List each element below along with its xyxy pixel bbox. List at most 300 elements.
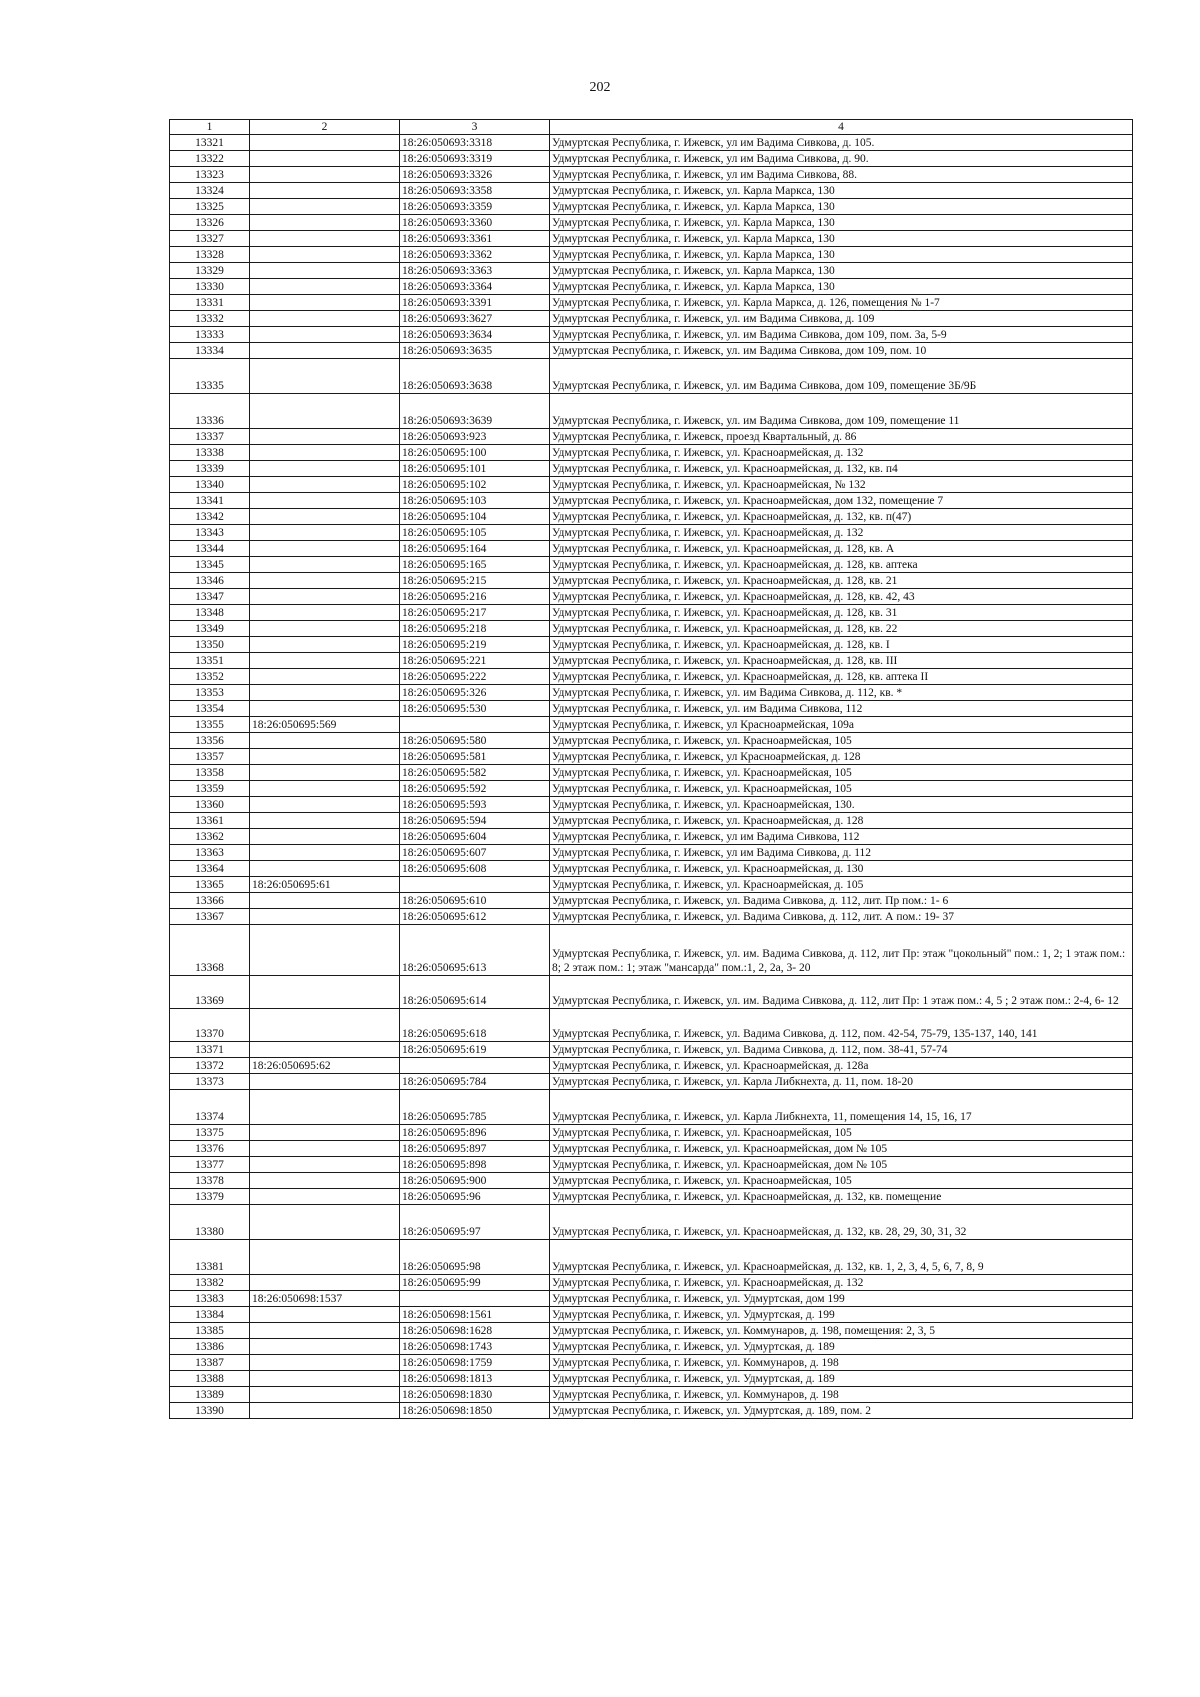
address-cell: Удмуртская Республика, г. Ижевск, ул им Вадима Сивкова, д. 112 — [550, 845, 1133, 861]
cadastral-number-col2-cell — [250, 1141, 400, 1157]
cadastral-number-col2-cell: 18:26:050698:1537 — [250, 1291, 400, 1307]
cadastral-number-col3-cell: 18:26:050695:594 — [400, 813, 550, 829]
cadastral-number-col2-cell — [250, 167, 400, 183]
cadastral-number-col3-cell: 18:26:050695:619 — [400, 1042, 550, 1058]
row-number-cell: 13346 — [170, 573, 250, 589]
address-cell: Удмуртская Республика, г. Ижевск, ул. Красноармейская, д. 128, кв. аптека II — [550, 669, 1133, 685]
table-row — [170, 685, 1133, 701]
address-cell: Удмуртская Республика, г. Ижевск, ул. им Вадима Сивкова, дом 109, пом. 10 — [550, 343, 1133, 359]
cadastral-number-col3-cell: 18:26:050693:3318 — [400, 135, 550, 151]
cadastral-number-col2-cell — [250, 1307, 400, 1323]
cadastral-number-col2-cell — [250, 279, 400, 295]
cadastral-number-col2-cell — [250, 829, 400, 845]
table-row — [170, 445, 1133, 461]
address-cell: Удмуртская Республика, г. Ижевск, ул им Вадима Сивкова, д. 90. — [550, 151, 1133, 167]
row-number-cell: 13350 — [170, 637, 250, 653]
row-number-cell: 13334 — [170, 343, 250, 359]
cadastral-number-col2-cell — [250, 1371, 400, 1387]
cadastral-number-col2-cell — [250, 685, 400, 701]
cadastral-number-col2-cell — [250, 589, 400, 605]
table-row — [170, 1042, 1133, 1058]
cadastral-number-col2-cell — [250, 733, 400, 749]
cadastral-number-col3-cell: 18:26:050693:3360 — [400, 215, 550, 231]
cadastral-number-col2-cell — [250, 1189, 400, 1205]
address-cell: Удмуртская Республика, г. Ижевск, ул. Красноармейская, д. 128, кв. I — [550, 637, 1133, 653]
table-row — [170, 1371, 1133, 1387]
address-cell: Удмуртская Республика, г. Ижевск, ул. Удмуртская, д. 189 — [550, 1371, 1133, 1387]
table-row — [170, 509, 1133, 525]
row-number-cell: 13356 — [170, 733, 250, 749]
cadastral-number-col2-cell — [250, 394, 400, 429]
cadastral-number-col2-cell — [250, 541, 400, 557]
address-cell: Удмуртская Республика, г. Ижевск, ул. Красноармейская, д. 128, кв. 42, 43 — [550, 589, 1133, 605]
cadastral-number-col3-cell: 18:26:050695:614 — [400, 976, 550, 1009]
cadastral-number-col3-cell: 18:26:050698:1850 — [400, 1403, 550, 1419]
cadastral-number-col3-cell: 18:26:050693:3638 — [400, 359, 550, 394]
cadastral-number-col3-cell — [400, 1058, 550, 1074]
cadastral-number-col2-cell — [250, 909, 400, 925]
cadastral-number-col3-cell: 18:26:050693:3359 — [400, 199, 550, 215]
cadastral-number-col3-cell: 18:26:050693:3362 — [400, 247, 550, 263]
address-cell: Удмуртская Республика, г. Ижевск, ул. Коммунаров, д. 198, помещения: 2, 3, 5 — [550, 1323, 1133, 1339]
cadastral-number-col3-cell: 18:26:050695:217 — [400, 605, 550, 621]
cadastral-number-col2-cell — [250, 525, 400, 541]
address-cell: Удмуртская Республика, г. Ижевск, ул. Карла Маркса, 130 — [550, 199, 1133, 215]
table-row — [170, 327, 1133, 343]
table-row — [170, 477, 1133, 493]
cadastral-number-col3-cell: 18:26:050695:613 — [400, 925, 550, 976]
cadastral-number-col2-cell — [250, 1403, 400, 1419]
row-number-cell: 13370 — [170, 1009, 250, 1042]
cadastral-number-col2-cell — [250, 701, 400, 717]
cadastral-number-col2-cell — [250, 669, 400, 685]
table-row — [170, 605, 1133, 621]
address-cell: Удмуртская Республика, г. Ижевск, ул. Красноармейская, 105 — [550, 733, 1133, 749]
table-row — [170, 1157, 1133, 1173]
cadastral-number-col3-cell: 18:26:050695:105 — [400, 525, 550, 541]
cadastral-number-col3-cell: 18:26:050695:784 — [400, 1074, 550, 1090]
table-row — [170, 701, 1133, 717]
table-row — [170, 1125, 1133, 1141]
cadastral-number-col3-cell: 18:26:050695:219 — [400, 637, 550, 653]
row-number-cell: 13357 — [170, 749, 250, 765]
address-cell: Удмуртская Республика, г. Ижевск, ул. Красноармейская, 105 — [550, 1125, 1133, 1141]
cadastral-number-col3-cell: 18:26:050695:102 — [400, 477, 550, 493]
table-row — [170, 215, 1133, 231]
table-row — [170, 749, 1133, 765]
cadastral-number-col3-cell: 18:26:050695:592 — [400, 781, 550, 797]
table-row — [170, 845, 1133, 861]
address-cell: Удмуртская Республика, г. Ижевск, ул Красноармейская, 109а — [550, 717, 1133, 733]
cadastral-number-col2-cell — [250, 445, 400, 461]
row-number-cell: 13379 — [170, 1189, 250, 1205]
address-cell: Удмуртская Республика, г. Ижевск, ул. Красноармейская, д. 128, кв. 22 — [550, 621, 1133, 637]
table-row — [170, 1189, 1133, 1205]
cadastral-number-col2-cell — [250, 359, 400, 394]
row-number-cell: 13383 — [170, 1291, 250, 1307]
cadastral-number-col3-cell: 18:26:050695:785 — [400, 1090, 550, 1125]
cadastral-number-col3-cell: 18:26:050698:1743 — [400, 1339, 550, 1355]
cadastral-number-col3-cell: 18:26:050693:3326 — [400, 167, 550, 183]
table-header-row — [170, 120, 1133, 135]
row-number-cell: 13339 — [170, 461, 250, 477]
row-number-cell: 13366 — [170, 893, 250, 909]
cadastral-number-col3-cell: 18:26:050693:3319 — [400, 151, 550, 167]
cadastral-number-col3-cell: 18:26:050695:618 — [400, 1009, 550, 1042]
table-row — [170, 621, 1133, 637]
row-number-cell: 13358 — [170, 765, 250, 781]
cadastral-number-col3-cell: 18:26:050695:164 — [400, 541, 550, 557]
address-cell: Удмуртская Республика, г. Ижевск, ул Красноармейская, д. 128 — [550, 749, 1133, 765]
cadastral-number-col3-cell: 18:26:050695:216 — [400, 589, 550, 605]
cadastral-number-col3-cell: 18:26:050698:1813 — [400, 1371, 550, 1387]
row-number-cell: 13367 — [170, 909, 250, 925]
cadastral-number-col2-cell — [250, 605, 400, 621]
row-number-cell: 13342 — [170, 509, 250, 525]
address-cell: Удмуртская Республика, г. Ижевск, ул. Красноармейская, д. 128, кв. 21 — [550, 573, 1133, 589]
cadastral-number-col2-cell — [250, 509, 400, 525]
cadastral-number-col2-cell — [250, 845, 400, 861]
table-row — [170, 1205, 1133, 1240]
column-header-2: 2 — [250, 120, 400, 135]
table-row — [170, 573, 1133, 589]
address-cell: Удмуртская Республика, г. Ижевск, ул. Красноармейская, д. 132 — [550, 445, 1133, 461]
cadastral-number-col3-cell: 18:26:050695:897 — [400, 1141, 550, 1157]
cadastral-number-col2-cell — [250, 1074, 400, 1090]
cadastral-number-col3-cell: 18:26:050695:898 — [400, 1157, 550, 1173]
cadastral-number-col2-cell — [250, 653, 400, 669]
address-cell: Удмуртская Республика, г. Ижевск, ул. Красноармейская, д. 132, кв. помещение — [550, 1189, 1133, 1205]
address-cell: Удмуртская Республика, г. Ижевск, ул. Удмуртская, д. 189, пом. 2 — [550, 1403, 1133, 1419]
row-number-cell: 13378 — [170, 1173, 250, 1189]
cadastral-number-col2-cell: 18:26:050695:569 — [250, 717, 400, 733]
table-row — [170, 1090, 1133, 1125]
address-cell: Удмуртская Республика, г. Ижевск, ул. Красноармейская, № 132 — [550, 477, 1133, 493]
address-cell: Удмуртская Республика, г. Ижевск, ул им Вадима Сивкова, д. 105. — [550, 135, 1133, 151]
row-number-cell: 13377 — [170, 1157, 250, 1173]
row-number-cell: 13321 — [170, 135, 250, 151]
cadastral-number-col2-cell — [250, 1042, 400, 1058]
table-row — [170, 295, 1133, 311]
table-row — [170, 1141, 1133, 1157]
cadastral-number-col3-cell: 18:26:050695:98 — [400, 1240, 550, 1275]
row-number-cell: 13376 — [170, 1141, 250, 1157]
row-number-cell: 13331 — [170, 295, 250, 311]
table-body — [170, 135, 1133, 1419]
cadastral-number-col2-cell — [250, 976, 400, 1009]
address-cell: Удмуртская Республика, г. Ижевск, ул. Красноармейская, дом 132, помещение 7 — [550, 493, 1133, 509]
table-row — [170, 1009, 1133, 1042]
address-cell: Удмуртская Республика, г. Ижевск, ул. Вадима Сивкова, д. 112, лит. А пом.: 19- 37 — [550, 909, 1133, 925]
address-cell: Удмуртская Республика, г. Ижевск, ул. им Вадима Сивкова, дом 109, пом. 3а, 5-9 — [550, 327, 1133, 343]
table-row — [170, 263, 1133, 279]
cadastral-number-col2-cell — [250, 247, 400, 263]
address-cell: Удмуртская Республика, г. Ижевск, ул. Красноармейская, д. 128, кв. 31 — [550, 605, 1133, 621]
cadastral-number-col3-cell: 18:26:050693:3358 — [400, 183, 550, 199]
cadastral-number-col3-cell: 18:26:050695:582 — [400, 765, 550, 781]
table-row — [170, 541, 1133, 557]
cadastral-number-col3-cell: 18:26:050695:607 — [400, 845, 550, 861]
cadastral-number-col2-cell — [250, 925, 400, 976]
table-row — [170, 311, 1133, 327]
row-number-cell: 13328 — [170, 247, 250, 263]
address-cell: Удмуртская Республика, г. Ижевск, ул. Карла Либкнехта, д. 11, пом. 18-20 — [550, 1074, 1133, 1090]
table-row — [170, 183, 1133, 199]
cadastral-number-col2-cell — [250, 1339, 400, 1355]
address-cell: Удмуртская Республика, г. Ижевск, ул. Красноармейская, д. 132 — [550, 1275, 1133, 1291]
cadastral-number-col3-cell: 18:26:050695:100 — [400, 445, 550, 461]
cadastral-number-col2-cell — [250, 1323, 400, 1339]
table-row — [170, 781, 1133, 797]
table-row — [170, 861, 1133, 877]
row-number-cell: 13372 — [170, 1058, 250, 1074]
cadastral-number-col2-cell — [250, 893, 400, 909]
row-number-cell: 13323 — [170, 167, 250, 183]
row-number-cell: 13337 — [170, 429, 250, 445]
row-number-cell: 13340 — [170, 477, 250, 493]
row-number-cell: 13382 — [170, 1275, 250, 1291]
row-number-cell: 13373 — [170, 1074, 250, 1090]
address-cell: Удмуртская Республика, г. Ижевск, ул. Вадима Сивкова, д. 112, пом. 42-54, 75-79, 135-137, 140, 141 — [550, 1009, 1133, 1042]
cadastral-number-col3-cell — [400, 717, 550, 733]
row-number-cell: 13385 — [170, 1323, 250, 1339]
row-number-cell: 13360 — [170, 797, 250, 813]
address-cell: Удмуртская Республика, г. Ижевск, ул. Красноармейская, д. 105 — [550, 877, 1133, 893]
table-row — [170, 343, 1133, 359]
cadastral-number-col2-cell — [250, 1275, 400, 1291]
table-row — [170, 797, 1133, 813]
address-cell: Удмуртская Республика, г. Ижевск, ул. Карла Маркса, д. 126, помещения № 1-7 — [550, 295, 1133, 311]
address-cell: Удмуртская Республика, г. Ижевск, ул. Удмуртская, дом 199 — [550, 1291, 1133, 1307]
address-cell: Удмуртская Республика, г. Ижевск, ул. им. Вадима Сивкова, д. 112, лит Пр: этаж "цокольный" пом.: 1, 2; 1 этаж пом.: 8; 2 этаж пом.: 1; этаж "мансарда" пом.:1, 2, 2а, 3- 20 — [550, 925, 1133, 976]
address-cell: Удмуртская Республика, г. Ижевск, ул. Красноармейская, 105 — [550, 765, 1133, 781]
table-row — [170, 733, 1133, 749]
table-row — [170, 231, 1133, 247]
table-row — [170, 1387, 1133, 1403]
cadastral-number-col2-cell — [250, 199, 400, 215]
address-cell: Удмуртская Республика, г. Ижевск, проезд Квартальный, д. 86 — [550, 429, 1133, 445]
cadastral-number-col3-cell: 18:26:050698:1628 — [400, 1323, 550, 1339]
cadastral-number-col2-cell — [250, 151, 400, 167]
cadastral-number-col3-cell: 18:26:050695:103 — [400, 493, 550, 509]
table-row — [170, 589, 1133, 605]
table-row — [170, 717, 1133, 733]
address-cell: Удмуртская Республика, г. Ижевск, ул. Красноармейская, д. 128, кв. III — [550, 653, 1133, 669]
cadastral-number-col2-cell — [250, 343, 400, 359]
property-register-table — [169, 119, 1133, 1419]
cadastral-number-col2-cell — [250, 1240, 400, 1275]
row-number-cell: 13361 — [170, 813, 250, 829]
row-number-cell: 13375 — [170, 1125, 250, 1141]
address-cell: Удмуртская Республика, г. Ижевск, ул. Красноармейская, 105 — [550, 1173, 1133, 1189]
cadastral-number-col3-cell: 18:26:050695:580 — [400, 733, 550, 749]
table-row — [170, 893, 1133, 909]
row-number-cell: 13333 — [170, 327, 250, 343]
cadastral-number-col3-cell: 18:26:050695:581 — [400, 749, 550, 765]
cadastral-number-col2-cell — [250, 749, 400, 765]
table-row — [170, 167, 1133, 183]
address-cell: Удмуртская Республика, г. Ижевск, ул. Коммунаров, д. 198 — [550, 1355, 1133, 1371]
cadastral-number-col3-cell: 18:26:050698:1830 — [400, 1387, 550, 1403]
row-number-cell: 13322 — [170, 151, 250, 167]
address-cell: Удмуртская Республика, г. Ижевск, ул им Вадима Сивкова, 88. — [550, 167, 1133, 183]
cadastral-number-col3-cell: 18:26:050695:530 — [400, 701, 550, 717]
cadastral-number-col2-cell — [250, 429, 400, 445]
address-cell: Удмуртская Республика, г. Ижевск, ул. Красноармейская, д. 132, кв. п4 — [550, 461, 1133, 477]
address-cell: Удмуртская Республика, г. Ижевск, ул. им Вадима Сивкова, дом 109, помещение 11 — [550, 394, 1133, 429]
table-row — [170, 653, 1133, 669]
address-cell: Удмуртская Республика, г. Ижевск, ул им Вадима Сивкова, 112 — [550, 829, 1133, 845]
cadastral-number-col2-cell — [250, 1387, 400, 1403]
cadastral-number-col2-cell — [250, 1157, 400, 1173]
row-number-cell: 13365 — [170, 877, 250, 893]
address-cell: Удмуртская Республика, г. Ижевск, ул. им Вадима Сивкова, 112 — [550, 701, 1133, 717]
table-row — [170, 279, 1133, 295]
row-number-cell: 13336 — [170, 394, 250, 429]
cadastral-number-col3-cell: 18:26:050695:604 — [400, 829, 550, 845]
cadastral-number-col2-cell: 18:26:050695:62 — [250, 1058, 400, 1074]
address-cell: Удмуртская Республика, г. Ижевск, ул. Карла Маркса, 130 — [550, 183, 1133, 199]
cadastral-number-col3-cell: 18:26:050693:3364 — [400, 279, 550, 295]
address-cell: Удмуртская Республика, г. Ижевск, ул. Красноармейская, д. 128а — [550, 1058, 1133, 1074]
table-row — [170, 1403, 1133, 1419]
cadastral-number-col2-cell — [250, 637, 400, 653]
cadastral-number-col3-cell: 18:26:050695:101 — [400, 461, 550, 477]
cadastral-number-col2-cell — [250, 1355, 400, 1371]
cadastral-number-col2-cell: 18:26:050695:61 — [250, 877, 400, 893]
row-number-cell: 13369 — [170, 976, 250, 1009]
cadastral-number-col3-cell: 18:26:050695:104 — [400, 509, 550, 525]
row-number-cell: 13354 — [170, 701, 250, 717]
table-row — [170, 637, 1133, 653]
page-number: 202 — [589, 80, 611, 95]
table-row — [170, 557, 1133, 573]
cadastral-number-col3-cell: 18:26:050693:3363 — [400, 263, 550, 279]
row-number-cell: 13329 — [170, 263, 250, 279]
table-row — [170, 493, 1133, 509]
cadastral-number-col3-cell: 18:26:050698:1561 — [400, 1307, 550, 1323]
cadastral-number-col3-cell: 18:26:050695:97 — [400, 1205, 550, 1240]
cadastral-number-col3-cell — [400, 1291, 550, 1307]
address-cell: Удмуртская Республика, г. Ижевск, ул. Красноармейская, д. 130 — [550, 861, 1133, 877]
column-header-1: 1 — [170, 120, 250, 135]
cadastral-number-col2-cell — [250, 781, 400, 797]
row-number-cell: 13351 — [170, 653, 250, 669]
row-number-cell: 13359 — [170, 781, 250, 797]
column-header-4: 4 — [550, 120, 1133, 135]
cadastral-number-col2-cell — [250, 493, 400, 509]
cadastral-number-col3-cell: 18:26:050695:215 — [400, 573, 550, 589]
cadastral-number-col3-cell: 18:26:050695:99 — [400, 1275, 550, 1291]
address-cell: Удмуртская Республика, г. Ижевск, ул. Красноармейская, д. 132, кв. п(47) — [550, 509, 1133, 525]
cadastral-number-col3-cell: 18:26:050695:612 — [400, 909, 550, 925]
table-row — [170, 877, 1133, 893]
table-row — [170, 1323, 1133, 1339]
row-number-cell: 13362 — [170, 829, 250, 845]
table-row — [170, 359, 1133, 394]
cadastral-number-col2-cell — [250, 621, 400, 637]
row-number-cell: 13330 — [170, 279, 250, 295]
row-number-cell: 13355 — [170, 717, 250, 733]
address-cell: Удмуртская Республика, г. Ижевск, ул. Удмуртская, д. 199 — [550, 1307, 1133, 1323]
row-number-cell: 13324 — [170, 183, 250, 199]
address-cell: Удмуртская Республика, г. Ижевск, ул. Красноармейская, 105 — [550, 781, 1133, 797]
cadastral-number-col3-cell — [400, 877, 550, 893]
cadastral-number-col2-cell — [250, 215, 400, 231]
cadastral-number-col2-cell — [250, 461, 400, 477]
address-cell: Удмуртская Республика, г. Ижевск, ул. Красноармейская, д. 132, кв. 28, 29, 30, 31, 32 — [550, 1205, 1133, 1240]
cadastral-number-col3-cell: 18:26:050695:218 — [400, 621, 550, 637]
table-row — [170, 669, 1133, 685]
cadastral-number-col2-cell — [250, 861, 400, 877]
address-cell: Удмуртская Республика, г. Ижевск, ул. Карла Маркса, 130 — [550, 263, 1133, 279]
table-row — [170, 461, 1133, 477]
cadastral-number-col2-cell — [250, 1090, 400, 1125]
table-row — [170, 247, 1133, 263]
cadastral-number-col3-cell: 18:26:050695:900 — [400, 1173, 550, 1189]
cadastral-number-col3-cell: 18:26:050693:3391 — [400, 295, 550, 311]
address-cell: Удмуртская Республика, г. Ижевск, ул. им Вадима Сивкова, д. 109 — [550, 311, 1133, 327]
table-row — [170, 813, 1133, 829]
row-number-cell: 13364 — [170, 861, 250, 877]
address-cell: Удмуртская Республика, г. Ижевск, ул. Красноармейская, д. 132 — [550, 525, 1133, 541]
table-row — [170, 429, 1133, 445]
address-cell: Удмуртская Республика, г. Ижевск, ул. им Вадима Сивкова, дом 109, помещение 3Б/9Б — [550, 359, 1133, 394]
row-number-cell: 13349 — [170, 621, 250, 637]
row-number-cell: 13345 — [170, 557, 250, 573]
cadastral-number-col3-cell: 18:26:050693:923 — [400, 429, 550, 445]
cadastral-number-col2-cell — [250, 183, 400, 199]
table-row — [170, 829, 1133, 845]
table-row — [170, 1355, 1133, 1371]
table-row — [170, 1058, 1133, 1074]
cadastral-number-col3-cell: 18:26:050695:896 — [400, 1125, 550, 1141]
row-number-cell: 13389 — [170, 1387, 250, 1403]
row-number-cell: 13381 — [170, 1240, 250, 1275]
cadastral-number-col2-cell — [250, 135, 400, 151]
cadastral-number-col2-cell — [250, 1205, 400, 1240]
address-cell: Удмуртская Республика, г. Ижевск, ул. Красноармейская, 130. — [550, 797, 1133, 813]
row-number-cell: 13343 — [170, 525, 250, 541]
address-cell: Удмуртская Республика, г. Ижевск, ул. Карла Маркса, 130 — [550, 247, 1133, 263]
cadastral-number-col2-cell — [250, 295, 400, 311]
cadastral-number-col3-cell: 18:26:050693:3627 — [400, 311, 550, 327]
table-row — [170, 976, 1133, 1009]
cadastral-number-col3-cell: 18:26:050695:221 — [400, 653, 550, 669]
cadastral-number-col2-cell — [250, 477, 400, 493]
table-row — [170, 925, 1133, 976]
row-number-cell: 13363 — [170, 845, 250, 861]
cadastral-number-col2-cell — [250, 1125, 400, 1141]
row-number-cell: 13388 — [170, 1371, 250, 1387]
cadastral-number-col3-cell: 18:26:050695:610 — [400, 893, 550, 909]
row-number-cell: 13347 — [170, 589, 250, 605]
table-row — [170, 525, 1133, 541]
address-cell: Удмуртская Республика, г. Ижевск, ул. Карла Маркса, 130 — [550, 215, 1133, 231]
cadastral-number-col3-cell: 18:26:050698:1759 — [400, 1355, 550, 1371]
row-number-cell: 13387 — [170, 1355, 250, 1371]
row-number-cell: 13386 — [170, 1339, 250, 1355]
row-number-cell: 13371 — [170, 1042, 250, 1058]
table-row — [170, 1307, 1133, 1323]
row-number-cell: 13374 — [170, 1090, 250, 1125]
cadastral-number-col2-cell — [250, 263, 400, 279]
cadastral-number-col3-cell: 18:26:050693:3361 — [400, 231, 550, 247]
address-cell: Удмуртская Республика, г. Ижевск, ул. Красноармейская, д. 132, кв. 1, 2, 3, 4, 5, 6, 7, 8, 9 — [550, 1240, 1133, 1275]
row-number-cell: 13380 — [170, 1205, 250, 1240]
address-cell: Удмуртская Республика, г. Ижевск, ул. Красноармейская, д. 128, кв. А — [550, 541, 1133, 557]
cadastral-number-col2-cell — [250, 1173, 400, 1189]
